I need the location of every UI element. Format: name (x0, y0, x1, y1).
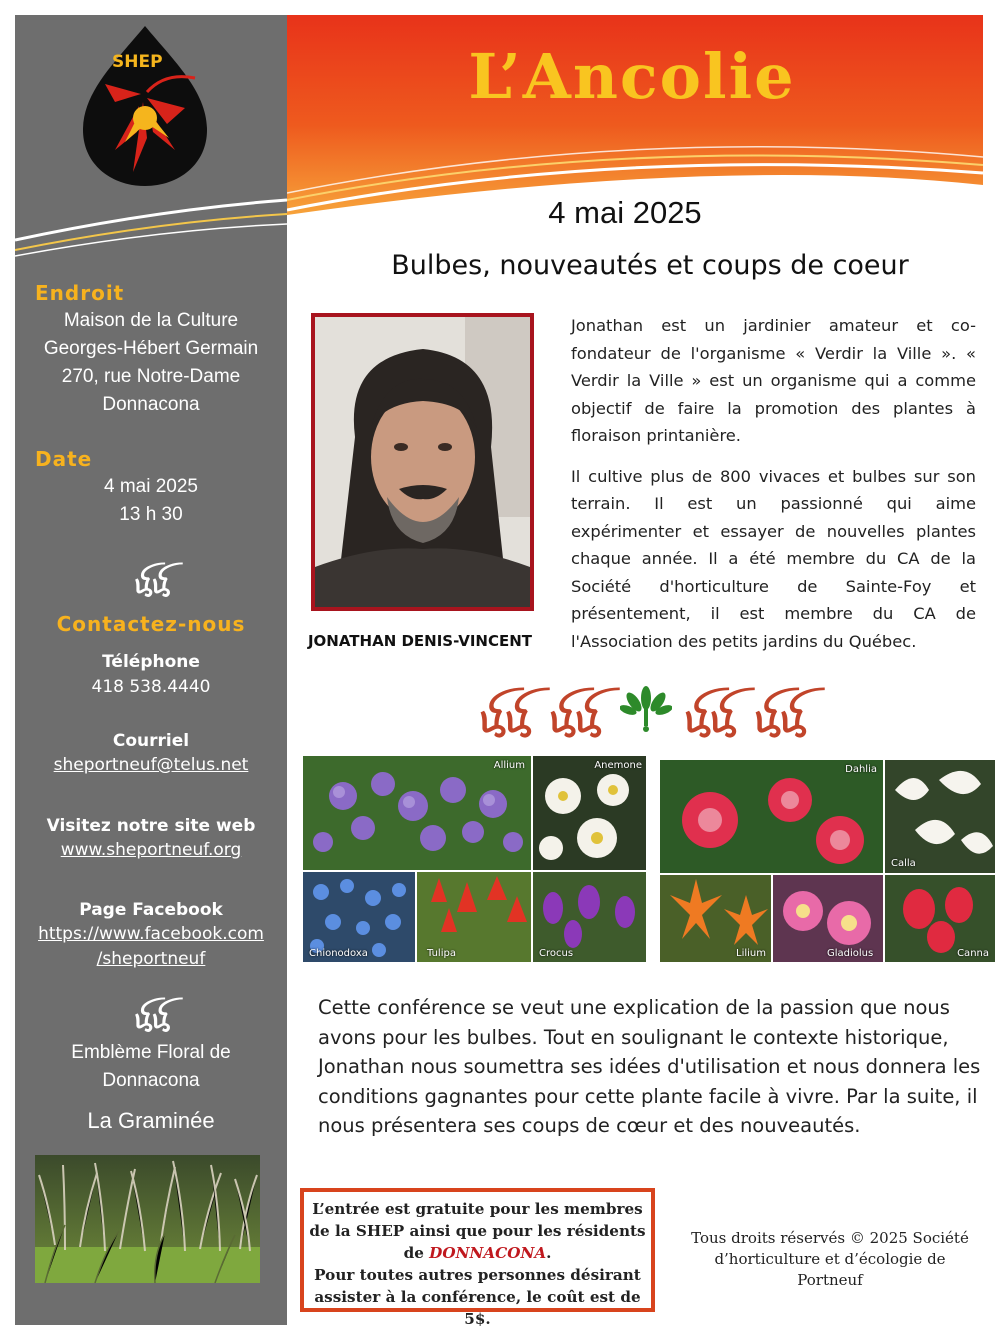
logo-text: SHEP (112, 52, 163, 72)
facebook-link-line[interactable]: https://www.facebook.com (38, 924, 264, 944)
date-line: 13 h 30 (119, 504, 183, 525)
photo-label: Gladiolus (827, 948, 874, 959)
shep-logo-icon (75, 22, 215, 190)
notice-suffix: . (546, 1244, 552, 1262)
photo-label: Calla (891, 858, 916, 869)
photo-crocus (533, 872, 646, 962)
notice-line: L’entrée est gratuite pour les membres (312, 1200, 643, 1218)
photo-calla (885, 760, 995, 873)
ornament-divider-left (478, 682, 529, 762)
phone-label: Téléphone (102, 652, 200, 672)
photo-label: Dahlia (845, 764, 877, 775)
notice-prefix: de (403, 1244, 430, 1262)
location-line: Donnacona (102, 394, 200, 415)
facebook-label: Page Facebook (79, 900, 223, 920)
notice-line: assister à la conférence, le coût est de 5$. (314, 1288, 641, 1328)
ornament-glyph: ꪍꪍ (478, 696, 530, 741)
website-link[interactable]: www.sheportneuf.org (60, 840, 242, 860)
facebook-link-line[interactable]: /sheportneuf (96, 949, 206, 969)
admission-notice (300, 1188, 655, 1328)
web-label: Visitez notre site web (46, 816, 256, 836)
facebook-link[interactable] (15, 922, 287, 972)
location-line: Georges-Hébert Germain (43, 338, 259, 359)
ornament-glyph: ꪍꪍ (683, 696, 735, 741)
calla-image (885, 760, 995, 873)
photo-label: Allium (493, 760, 525, 771)
notice-line (304, 1242, 651, 1264)
copyright-line: d’horticulture et d’écologie de Portneuf (714, 1250, 946, 1289)
notice-city: DONNACONA (429, 1244, 547, 1262)
location-block (15, 307, 287, 419)
speaker-name: JONATHAN DENIS-VINCENT (307, 632, 533, 650)
phone-value: 418 538.4440 (91, 677, 211, 697)
event-date: 4 mai 2025 (548, 195, 702, 230)
photo-gladiolus (773, 875, 883, 962)
location-line: Maison de la Culture (63, 310, 239, 331)
speaker-bio (571, 312, 976, 668)
dahlia-image (660, 760, 883, 873)
copyright-notice (685, 1228, 975, 1291)
anemone-image (533, 756, 646, 870)
notice-line: Pour toutes autres personnes désirant (314, 1266, 641, 1284)
photo-label: Chionodoxa (309, 948, 368, 959)
grass-image (35, 1155, 260, 1283)
gallery-right (660, 760, 995, 962)
ornament-glyph: ꪍꪍ (548, 696, 600, 741)
event-title: Bulbes, nouveautés et coups de coeur (391, 250, 909, 281)
email-link[interactable]: sheportneuf@telus.net (53, 755, 249, 775)
emblem-block (15, 1039, 287, 1095)
ornament-divider-right (683, 682, 734, 762)
gallery-left (303, 756, 646, 962)
date-line: 4 mai 2025 (103, 476, 198, 497)
date-heading: Date (35, 447, 93, 471)
photo-label: Lilium (736, 948, 766, 959)
contact-heading: Contactez-nous (56, 612, 246, 636)
photo-tulipa (417, 872, 531, 962)
newsletter-title: L’Ancolie (468, 40, 796, 113)
ornament-divider (15, 560, 287, 614)
location-line: 270, rue Notre-Dame (61, 366, 241, 387)
photo-lilium (660, 875, 771, 962)
bio-paragraph: Jonathan est un jardinier amateur et co-fondateur de l'organisme « Verdir la Ville ». « Verdir la Ville » est un organisme qui a comme objectif de faire la promotion des plantes à floraison printanière. (571, 316, 976, 445)
ornament-divider-left (548, 682, 599, 762)
emblem-line: Emblème Floral de (71, 1042, 231, 1063)
conference-description: Cette conférence se veut une explication de la passion que nous avons pour les bulbes. Tout en soulignant le contexte historique, Jonathan nous soumettra ses idées d'utilisation et nous donnera les conditions gagnantes pour cette plante facile à vivre. Par la suite, il nous présentera ses coups de cœur et des nouveautés. (318, 996, 981, 1137)
photo-label: Tulipa (427, 948, 456, 959)
location-heading: Endroit (35, 281, 125, 305)
photo-label: Crocus (539, 948, 574, 959)
copyright-line: Tous droits réservés © 2025 Société (691, 1229, 969, 1247)
photo-label: Canna (957, 948, 989, 959)
photo-canna (885, 875, 995, 962)
photo-chionodoxa (303, 872, 415, 962)
allium-image (303, 756, 531, 870)
fleuron-icon (620, 684, 672, 734)
notice-line: de la SHEP ainsi que pour les résidents (309, 1222, 646, 1240)
photo-anemone (533, 756, 646, 870)
ornament-glyph: ꪍꪍ (133, 1005, 169, 1035)
ornament-divider-right (753, 682, 804, 762)
speaker-portrait-icon (315, 317, 530, 607)
date-block (15, 473, 287, 529)
photo-allium (303, 756, 531, 870)
photo-label: Anemone (594, 760, 642, 771)
sidebar-swoosh-icon (15, 180, 287, 260)
ornament-glyph: ꪍꪍ (753, 696, 805, 741)
email-label: Courriel (112, 731, 190, 751)
photo-dahlia (660, 760, 883, 873)
emblem-line: Donnacona (102, 1070, 200, 1091)
ornament-glyph: ꪍꪍ (133, 570, 169, 600)
emblem-name: La Graminée (87, 1108, 215, 1133)
speaker-photo (311, 313, 534, 611)
bio-paragraph: Il cultive plus de 800 vivaces et bulbes sur son terrain. Il est un passionné qui aime expérimenter et essayer de nouvelles plantes chaque année. Il a été membre du CA de la Société d'horticulture de Sainte-Foy et présentement, il est membre du CA de l'Association des petits jardins du Québec. (571, 466, 976, 651)
